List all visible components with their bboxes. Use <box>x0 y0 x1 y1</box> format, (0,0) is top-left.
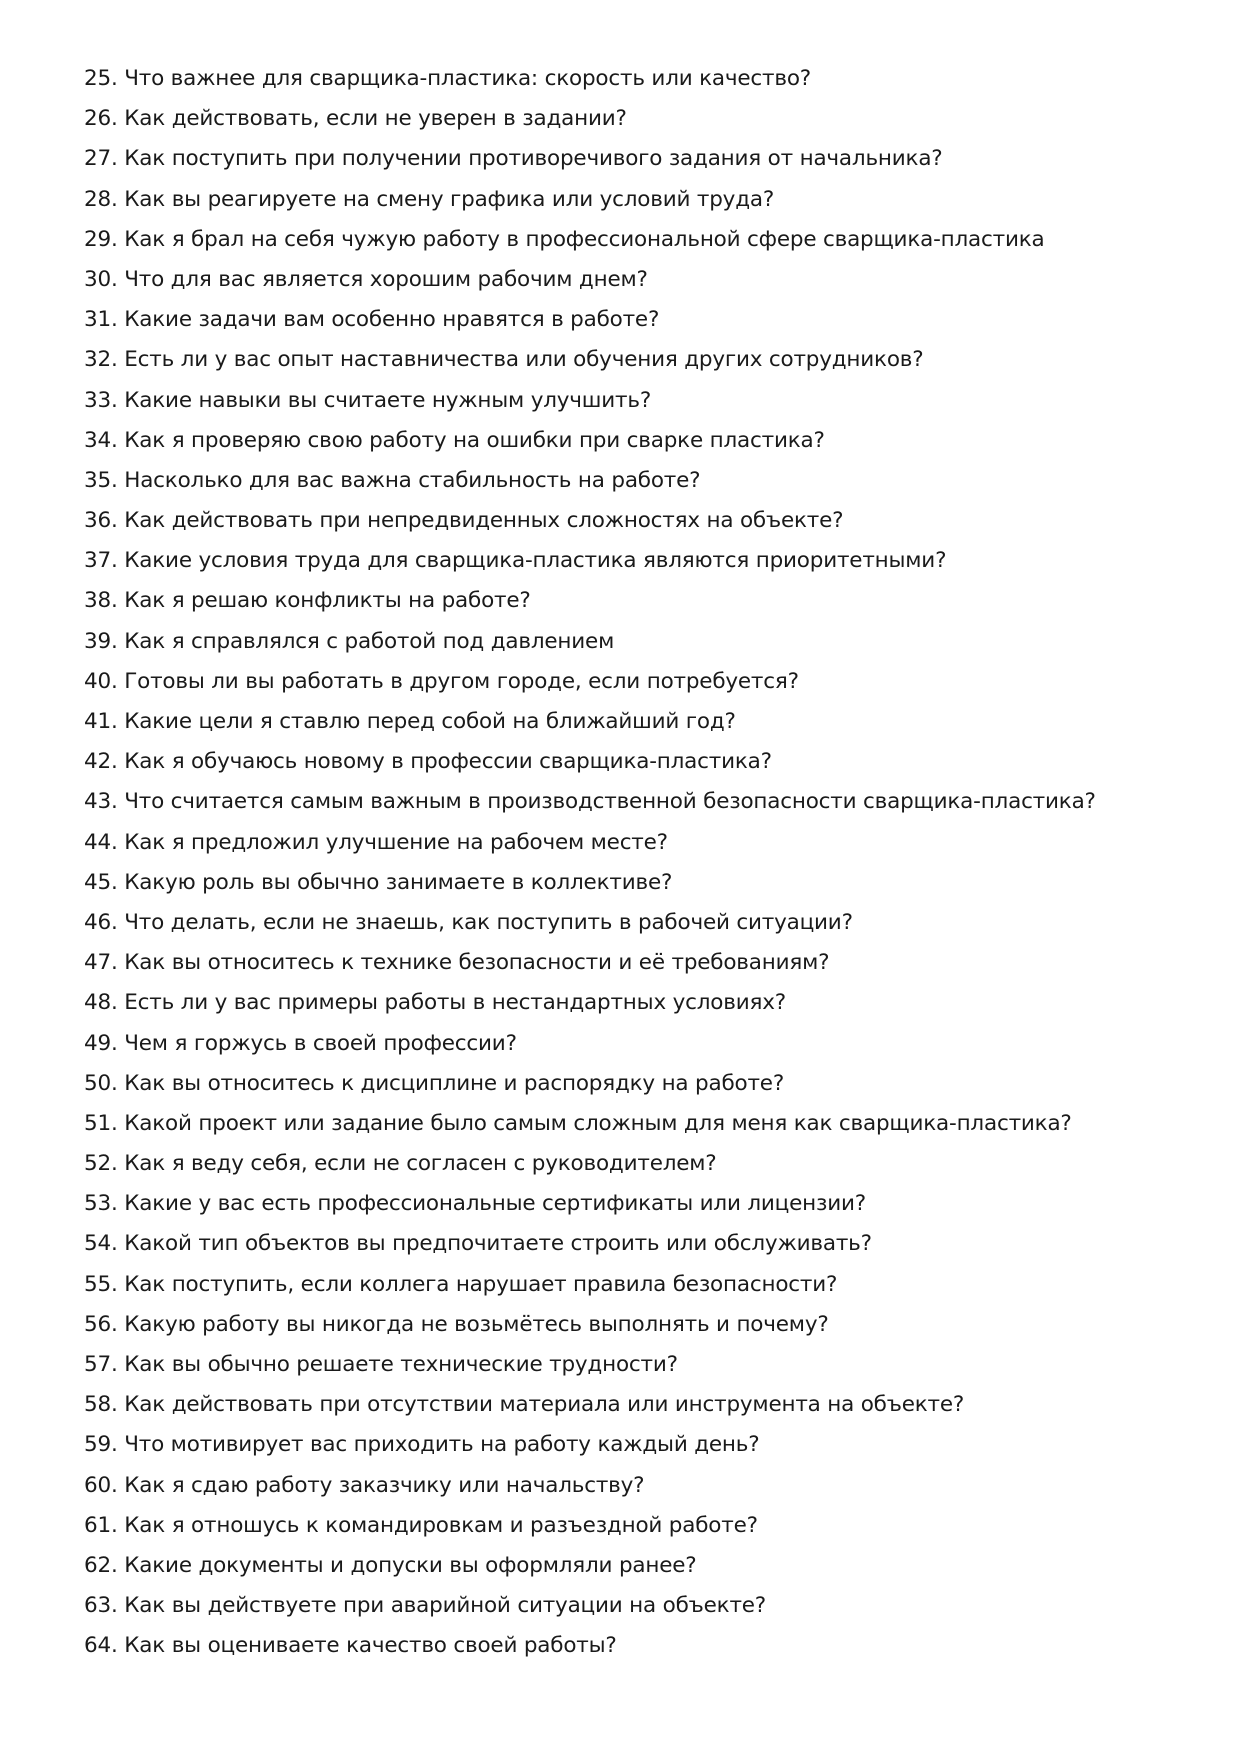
question-text: Что делать, если не знаешь, как поступить в рабочей ситуации? <box>124 909 853 935</box>
question-number: 52. <box>84 1151 118 1177</box>
question-item <box>84 782 1184 822</box>
question-item <box>84 1305 1184 1345</box>
question-number: 25. <box>84 66 118 91</box>
question-item <box>84 1224 1184 1264</box>
question-number: 62. <box>84 1552 118 1578</box>
question-number: 59. <box>84 1432 118 1458</box>
question-item <box>84 903 1184 943</box>
question-number: 49. <box>84 1030 118 1056</box>
question-item <box>84 1345 1184 1385</box>
question-text: Как я проверяю свою работу на ошибки при сварке пластика? <box>124 427 825 453</box>
question-number: 30. <box>84 266 118 292</box>
question-text: Готовы ли вы работать в другом городе, если потребуется? <box>124 668 799 694</box>
question-list <box>84 59 1184 1667</box>
question-item <box>84 1466 1184 1506</box>
question-number: 34. <box>84 427 118 453</box>
question-item <box>84 461 1184 501</box>
question-text: Как вы оцениваете качество своей работы? <box>124 1633 617 1659</box>
question-number: 54. <box>84 1231 118 1257</box>
question-number: 27. <box>84 146 118 172</box>
question-number: 26. <box>84 106 118 132</box>
question-text: Как поступить, если коллега нарушает правила безопасности? <box>124 1271 838 1297</box>
question-number: 44. <box>84 829 118 855</box>
question-item <box>84 381 1184 421</box>
question-item <box>84 1265 1184 1305</box>
question-text: Как я решаю конфликты на работе? <box>124 588 531 614</box>
question-text: Что мотивирует вас приходить на работу каждый день? <box>124 1432 760 1458</box>
question-number: 39. <box>84 628 118 654</box>
question-item <box>84 662 1184 702</box>
question-item <box>84 622 1184 662</box>
question-text: Какие навыки вы считаете нужным улучшить? <box>124 387 652 413</box>
question-text: Какие задачи вам особенно нравятся в работе? <box>124 307 660 333</box>
question-text: Как вы относитесь к дисциплине и распорядку на работе? <box>124 1070 785 1096</box>
question-number: 33. <box>84 387 118 413</box>
question-text: Как я брал на себя чужую работу в профессиональной сфере сварщика-пластика <box>124 226 1045 252</box>
question-item <box>84 59 1184 99</box>
question-text: Есть ли у вас опыт наставничества или обучения других сотрудников? <box>124 347 924 373</box>
question-text: Какие документы и допуски вы оформляли ранее? <box>124 1552 697 1578</box>
question-item <box>84 1385 1184 1425</box>
question-text: Как я отношусь к командировкам и разъездной работе? <box>124 1512 758 1538</box>
question-text: Как я веду себя, если не согласен с руководителем? <box>124 1151 717 1177</box>
question-number: 45. <box>84 869 118 895</box>
question-item <box>84 541 1184 581</box>
question-text: Как вы реагируете на смену графика или условий труда? <box>124 186 775 212</box>
question-text: Есть ли у вас примеры работы в нестандартных условиях? <box>124 990 786 1016</box>
question-text: Какой тип объектов вы предпочитаете строить или обслуживать? <box>124 1231 872 1257</box>
question-number: 46. <box>84 909 118 935</box>
question-item <box>84 581 1184 621</box>
question-item <box>84 1425 1184 1465</box>
question-text: Как поступить при получении противоречивого задания от начальника? <box>124 146 943 172</box>
question-item <box>84 1546 1184 1586</box>
question-text: Какие цели я ставлю перед собой на ближайший год? <box>124 709 736 734</box>
question-text: Как действовать, если не уверен в задании? <box>124 106 627 132</box>
question-text: Какие у вас есть профессиональные сертификаты или лицензии? <box>124 1191 866 1217</box>
question-text: Как я обучаюсь новому в профессии сварщика-пластика? <box>124 749 772 775</box>
question-text: Как вы обычно решаете технические трудности? <box>124 1352 678 1377</box>
question-item <box>84 180 1184 220</box>
question-number: 32. <box>84 347 118 373</box>
question-number: 63. <box>84 1593 118 1619</box>
question-item <box>84 823 1184 863</box>
question-item <box>84 501 1184 541</box>
question-text: Как действовать при отсутствии материала или инструмента на объекте? <box>124 1392 965 1418</box>
question-item <box>84 260 1184 300</box>
question-number: 40. <box>84 668 118 694</box>
question-text: Как вы действуете при аварийной ситуации на объекте? <box>124 1593 767 1619</box>
question-number: 35. <box>84 467 118 493</box>
question-number: 60. <box>84 1472 118 1498</box>
question-text: Что для вас является хорошим рабочим днем? <box>124 266 648 292</box>
question-text: Какую работу вы никогда не возьмётесь выполнять и почему? <box>124 1311 829 1337</box>
question-number: 57. <box>84 1352 118 1377</box>
question-number: 38. <box>84 588 118 614</box>
question-number: 56. <box>84 1311 118 1337</box>
question-number: 41. <box>84 709 118 734</box>
question-item <box>84 1064 1184 1104</box>
question-item <box>84 99 1184 139</box>
question-text: Какую роль вы обычно занимаете в коллективе? <box>124 869 673 895</box>
question-number: 58. <box>84 1392 118 1418</box>
question-text: Как действовать при непредвиденных сложностях на объекте? <box>124 508 844 534</box>
question-item <box>84 1626 1184 1666</box>
question-text: Как вы относитесь к технике безопасности и её требованиям? <box>124 950 830 976</box>
question-number: 53. <box>84 1191 118 1217</box>
question-number: 42. <box>84 749 118 775</box>
question-text: Что важнее для сварщика-пластика: скорость или качество? <box>124 66 812 91</box>
question-number: 47. <box>84 950 118 976</box>
question-number: 55. <box>84 1271 118 1297</box>
question-number: 64. <box>84 1633 118 1659</box>
question-item <box>84 702 1184 742</box>
question-text: Насколько для вас важна стабильность на работе? <box>124 467 701 493</box>
question-item <box>84 983 1184 1023</box>
question-number: 36. <box>84 508 118 534</box>
question-number: 61. <box>84 1512 118 1538</box>
question-text: Что считается самым важным в производственной безопасности сварщика-пластика? <box>124 789 1096 815</box>
question-item <box>84 863 1184 903</box>
question-item <box>84 1586 1184 1626</box>
question-text: Чем я горжусь в своей профессии? <box>124 1030 517 1056</box>
question-item <box>84 1024 1184 1064</box>
question-item <box>84 340 1184 380</box>
question-item <box>84 943 1184 983</box>
question-number: 48. <box>84 990 118 1016</box>
question-item <box>84 421 1184 461</box>
question-number: 43. <box>84 789 118 815</box>
question-text: Как я предложил улучшение на рабочем месте? <box>124 829 668 855</box>
question-text: Какой проект или задание было самым сложным для меня как сварщика-пластика? <box>124 1110 1072 1136</box>
question-number: 31. <box>84 307 118 333</box>
question-item <box>84 1104 1184 1144</box>
question-item <box>84 139 1184 179</box>
question-number: 29. <box>84 226 118 252</box>
question-number: 28. <box>84 186 118 212</box>
question-number: 50. <box>84 1070 118 1096</box>
question-text: Какие условия труда для сварщика-пластика являются приоритетными? <box>124 548 947 574</box>
question-item <box>84 1506 1184 1546</box>
question-item <box>84 742 1184 782</box>
question-number: 51. <box>84 1110 118 1136</box>
question-item <box>84 1144 1184 1184</box>
question-number: 37. <box>84 548 118 574</box>
question-text: Как я справлялся с работой под давлением <box>124 628 615 654</box>
question-item <box>84 1184 1184 1224</box>
question-text: Как я сдаю работу заказчику или начальству? <box>124 1472 645 1498</box>
question-item <box>84 300 1184 340</box>
question-item <box>84 220 1184 260</box>
